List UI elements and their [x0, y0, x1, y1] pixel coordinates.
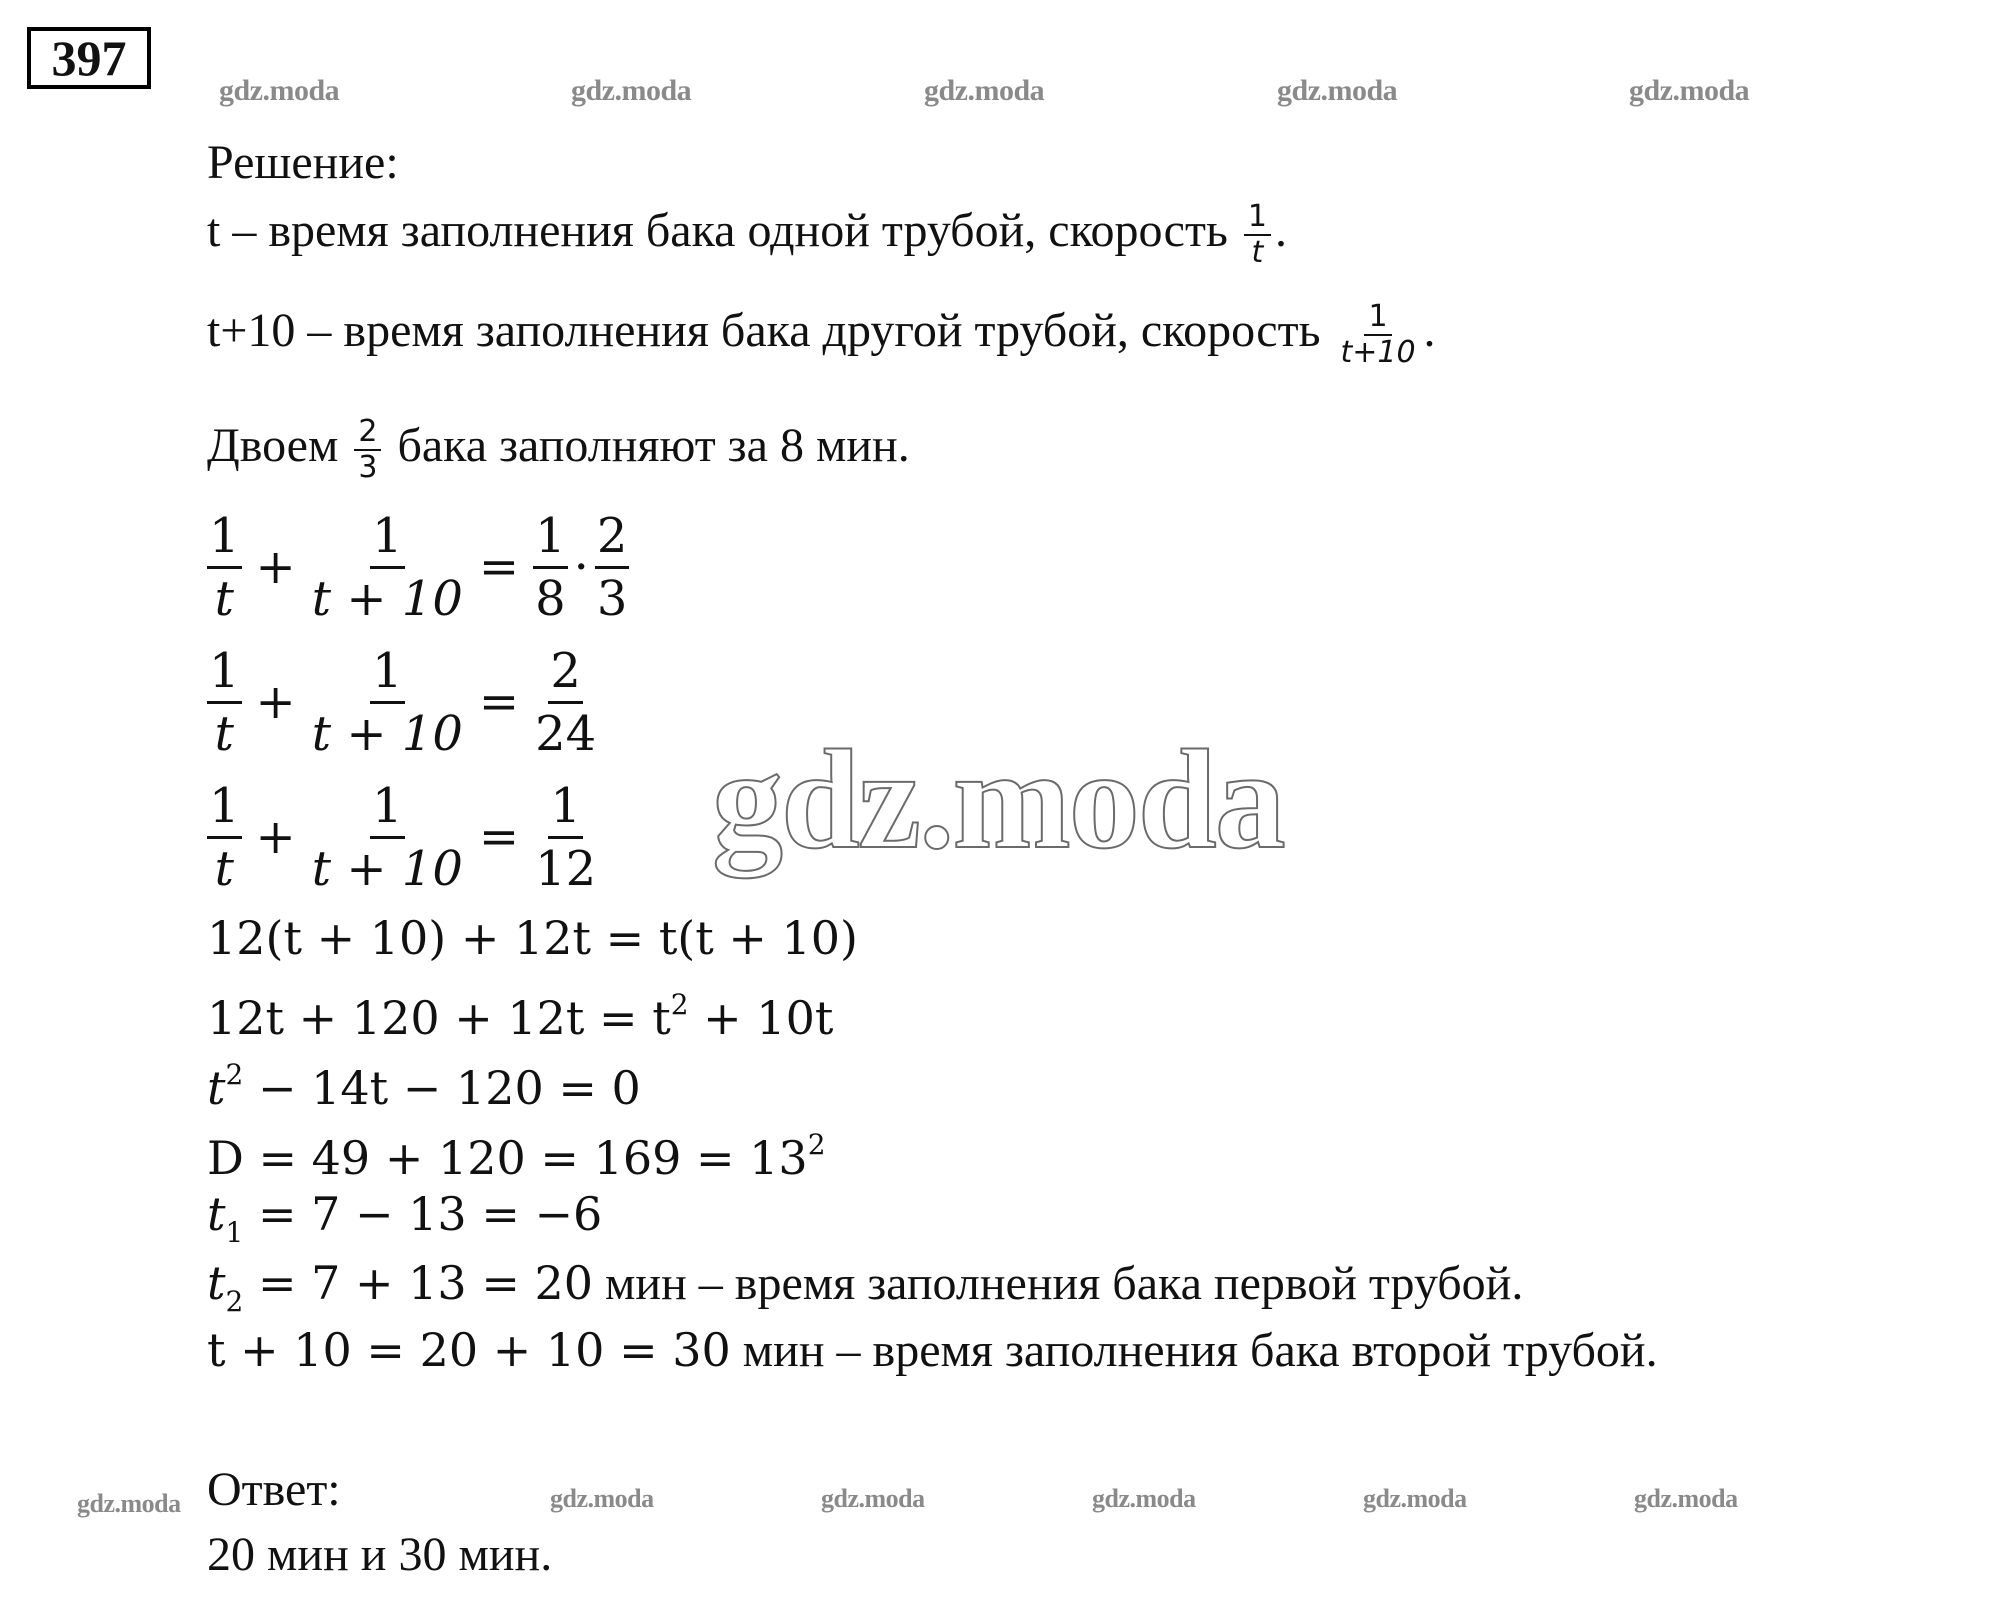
- numerator: 1: [207, 776, 242, 839]
- fraction: [310, 506, 465, 629]
- watermark: gdz.moda: [77, 1489, 181, 1518]
- fraction: [533, 776, 598, 899]
- watermark: gdz.moda: [1629, 74, 1750, 107]
- exponent: 2: [807, 1128, 826, 1161]
- answer-text: 20 мин и 30 мин.: [207, 1528, 553, 1581]
- equation-3: [207, 773, 598, 901]
- operator: ·: [573, 539, 589, 595]
- denominator: t + 10: [311, 840, 463, 897]
- fraction: [207, 641, 242, 764]
- fraction: [207, 776, 242, 899]
- subscript: 2: [225, 1285, 244, 1318]
- equation-2: [207, 638, 598, 766]
- step-3: [207, 1047, 641, 1116]
- step7-expr: t + 10 = 20 + 10 = 30: [207, 1323, 731, 1377]
- operator: =: [478, 809, 520, 865]
- problem-number: 397: [27, 27, 151, 89]
- step-1: 12(t + 10) + 12t = t(t + 10): [207, 911, 859, 965]
- equation-1: [207, 503, 629, 631]
- numerator: 1: [207, 641, 242, 704]
- denominator: 8: [535, 570, 566, 627]
- step4-left: D = 49 + 120 = 169 = 13: [207, 1131, 808, 1185]
- denominator: t + 10: [311, 705, 463, 762]
- fraction: [533, 506, 568, 629]
- watermark: gdz.moda: [550, 1484, 654, 1513]
- watermark: gdz.moda: [924, 74, 1045, 107]
- numerator: 2: [548, 641, 583, 704]
- fraction-denominator: t+10: [1340, 335, 1416, 370]
- fraction-numerator: 1: [1364, 300, 1391, 336]
- numerator: 1: [548, 776, 583, 839]
- operator: +: [255, 674, 296, 730]
- denominator: t: [214, 840, 234, 897]
- watermark: gdz.moda: [571, 74, 692, 107]
- step-6: [207, 1255, 1523, 1330]
- line2-text: t+10 – время заполнения бака другой трубой, скорость: [207, 304, 1333, 358]
- step-4: [207, 1117, 826, 1186]
- line3-after: бака заполняют за 8 мин.: [385, 419, 910, 473]
- numerator: 1: [533, 506, 568, 569]
- step7-tail: мин – время заполнения бака второй трубой.: [730, 1324, 1658, 1377]
- denominator: 24: [535, 705, 597, 762]
- operator: =: [478, 539, 520, 595]
- fraction-denominator: t: [1251, 235, 1264, 270]
- line1-end: .: [1274, 204, 1287, 258]
- step2-right: + 10t: [688, 991, 834, 1045]
- denominator: 3: [596, 570, 628, 627]
- operator: =: [478, 674, 520, 730]
- step2-left: 12t + 120 + 12t = t: [207, 991, 671, 1045]
- fraction-inline: [1244, 200, 1271, 270]
- watermark: gdz.moda: [1092, 1484, 1196, 1513]
- line3-before: Двоем: [207, 419, 351, 473]
- step-5: [207, 1186, 602, 1261]
- operator: +: [255, 809, 296, 865]
- numerator: 1: [370, 641, 405, 704]
- watermark: gdz.moda: [1634, 1484, 1738, 1513]
- fraction: [595, 506, 630, 629]
- fraction: [310, 641, 465, 764]
- step-2: [207, 977, 833, 1046]
- numerator: 1: [370, 506, 405, 569]
- denominator: t: [214, 570, 234, 627]
- exponent: 2: [670, 988, 689, 1021]
- fraction: [310, 776, 465, 899]
- watermark: gdz.moda: [821, 1484, 925, 1513]
- fraction: [207, 506, 242, 629]
- exponent: 2: [225, 1058, 244, 1091]
- answer-label: Ответ:: [207, 1463, 341, 1516]
- line1-text: t – время заполнения бака одной трубой, скорость: [207, 204, 1240, 258]
- variable: t: [207, 1256, 226, 1310]
- step-7: [207, 1322, 1658, 1379]
- text-line-2: [207, 300, 1436, 370]
- variable: t: [207, 1187, 226, 1241]
- fraction: [533, 641, 598, 764]
- solution-heading: Решение:: [207, 136, 399, 189]
- fraction-inline: [354, 415, 381, 485]
- numerator: 1: [207, 506, 242, 569]
- watermark: gdz.moda: [219, 74, 340, 107]
- text-line-3: [207, 415, 910, 485]
- denominator: t + 10: [311, 570, 463, 627]
- fraction-inline: [1336, 300, 1419, 370]
- variable: t: [207, 1061, 226, 1115]
- step5-rest: = 7 − 13 = −6: [243, 1187, 603, 1241]
- subscript: 1: [225, 1216, 244, 1249]
- fraction-numerator: 1: [1244, 200, 1271, 236]
- numerator: 1: [370, 776, 405, 839]
- watermark: gdz.moda: [1363, 1484, 1467, 1513]
- step6-tail: мин – время заполнения бака первой трубой.: [593, 1257, 1524, 1310]
- denominator: 12: [535, 840, 597, 897]
- watermark: gdz.moda: [1277, 74, 1398, 107]
- text-line-1: [207, 200, 1287, 270]
- numerator: 2: [595, 506, 630, 569]
- fraction-denominator: 3: [358, 450, 378, 485]
- fraction-numerator: 2: [354, 415, 381, 451]
- denominator: t: [214, 705, 234, 762]
- watermark-large: gdz.moda: [712, 720, 1284, 878]
- step3-rest: − 14t − 120 = 0: [243, 1061, 641, 1115]
- operator: +: [255, 539, 296, 595]
- step6-rest: = 7 + 13 = 20: [243, 1256, 594, 1310]
- line2-end: .: [1423, 304, 1436, 358]
